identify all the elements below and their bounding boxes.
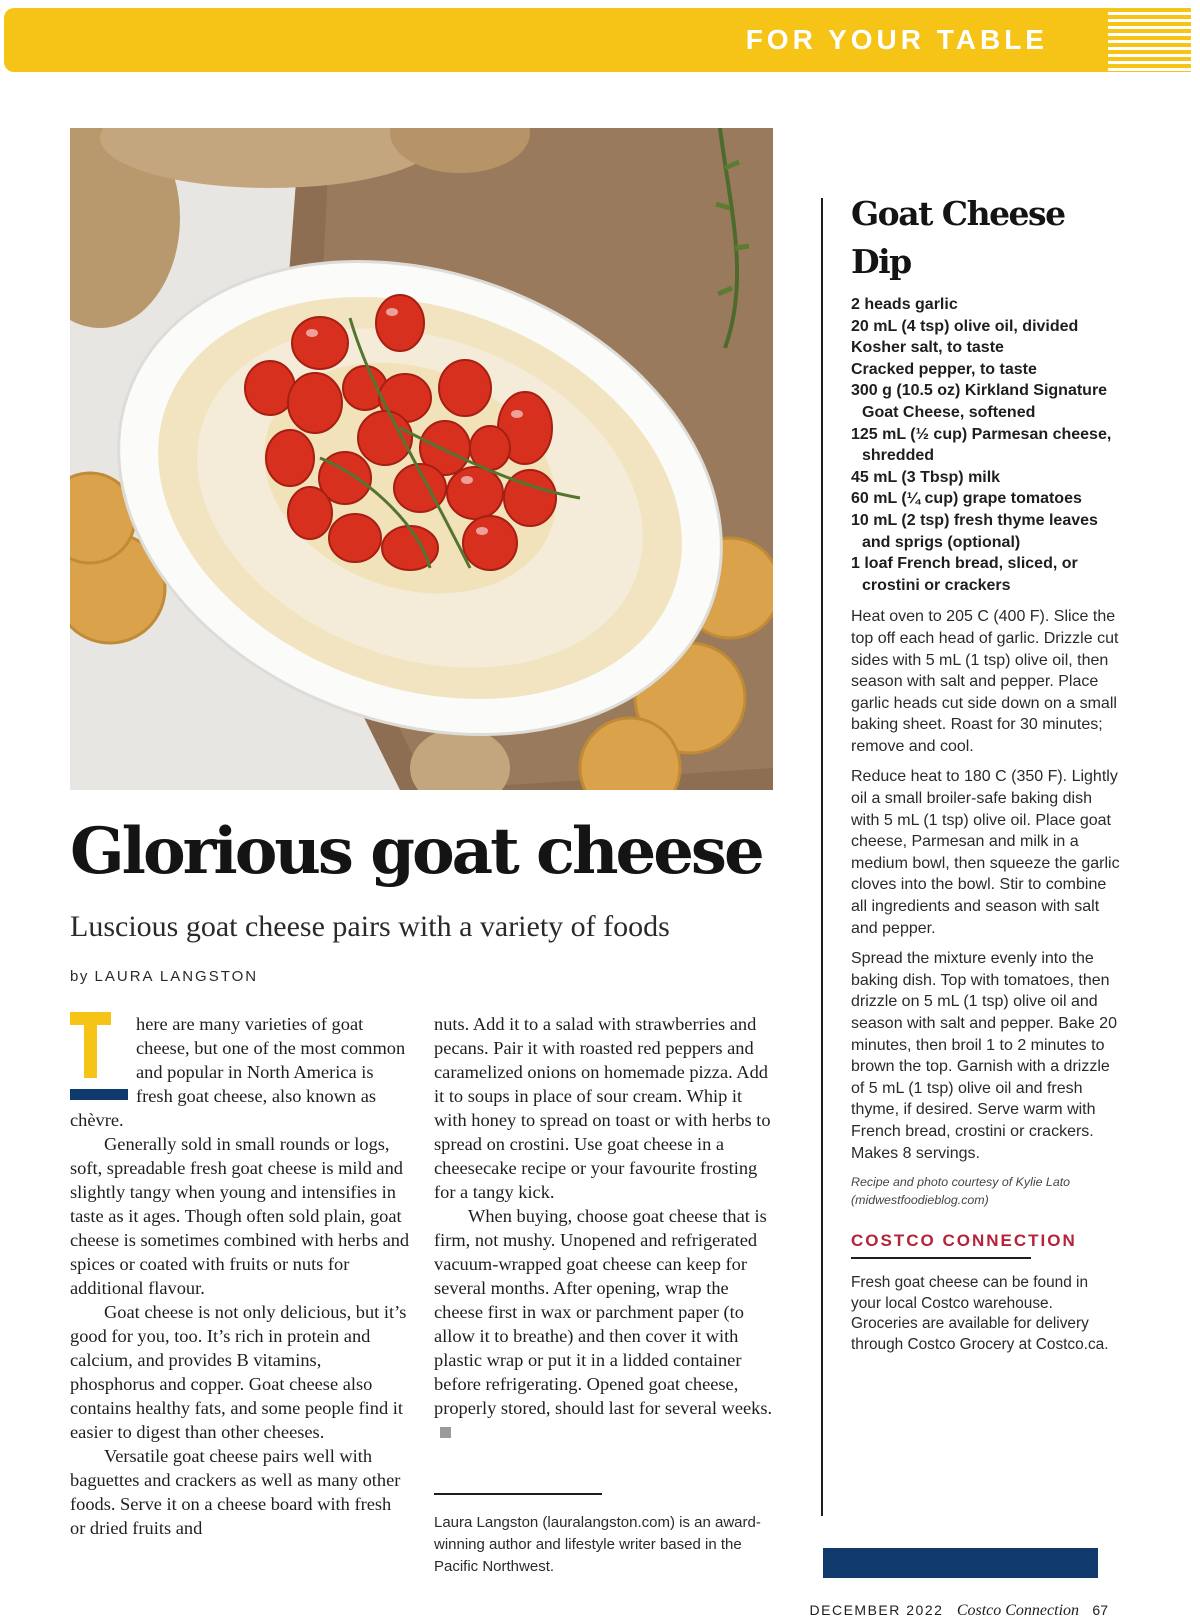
article-paragraph: nuts. Add it to a salad with strawberries and pecans. Pair it with roasted red peppers and caramelized onions on homemade pizza. Add it to soups in place of sour cream. Whip it with honey to spread on toast or with herbs to spread on crostini. Use goat cheese in a cheesecake recipe or your favourite frosting for a tangy kick.	[434, 1014, 771, 1202]
page-number: 67	[1092, 1602, 1108, 1618]
article-paragraph: here are many varieties of goat cheese, but one of the most common and popular in North America is fresh goat cheese, also known as chèvre.	[70, 1014, 406, 1130]
ingredient-item: 125 mL (½ cup) Parmesan cheese, shredded	[851, 425, 1112, 465]
ingredient-item: 10 mL (2 tsp) fresh thyme leaves and sprigs (optional)	[851, 511, 1098, 551]
costco-connection-heading: COSTCO CONNECTION	[851, 1231, 1077, 1251]
ingredient-item: 2 heads garlic	[851, 296, 958, 313]
page-footer	[810, 1602, 1108, 1620]
recipe-credit: Recipe and photo courtesy of Kylie Lato (midwestfoodieblog.com)	[851, 1175, 1071, 1208]
article-paragraph: Generally sold in small rounds or logs, soft, spreadable fresh goat cheese is mild and slightly tangy when young and intensifies in taste as it ages. Though often sold plain, goat cheese is sometimes combined with herbs and spices or coated with fruits or nuts for additional flavour.	[70, 1134, 410, 1298]
article-paragraph: Versatile goat cheese pairs well with baguettes and crackers as well as many other foods. Serve it on a cheese board with fresh or dried fruits and	[70, 1446, 401, 1538]
byline-author: LAURA LANGSTON	[94, 968, 259, 985]
costco-connection-rule	[851, 1257, 1031, 1259]
recipe-sidebar	[851, 190, 1121, 1356]
author-bio: Laura Langston (lauralangston.com) is an award-winning author and lifestyle writer based in the Pacific Northwest.	[434, 1514, 761, 1575]
article-paragraph-text: When buying, choose goat cheese that is firm, not mushy. Unopened and refrigerated vacuum-wrapped goat cheese can keep for several months. After opening, wrap the cheese first in wax or parchment paper (to allow it to breathe) and then cover it with plastic wrap or put it in a lidded container before refrigerating. Opened goat cheese, properly stored, should last for several weeks.	[434, 1206, 773, 1418]
costco-connection-text: Fresh goat cheese can be found in your local Costco warehouse. Groceries are available for delivery through Costco Grocery at Costco.ca.	[851, 1274, 1109, 1353]
ingredient-item: Kosher salt, to taste	[851, 339, 1004, 357]
recipe-step: Heat oven to 205 C (400 F). Slice the top off each head of garlic. Drizzle cut sides with 5 mL (1 tsp) olive oil, then season with salt and pepper. Place garlic heads cut side down on a small baking sheet. Roast for 30 minutes; remove and cool.	[851, 608, 1119, 755]
recipe-step: Reduce heat to 180 C (350 F). Lightly oil a small broiler-safe baking dish with 5 mL (1 tsp) olive oil. Place goat cheese, Parmesan and milk in a medium bowl, then squeeze the garlic cloves into the bowl. Stir to combine all ingredients and season with salt and pepper.	[851, 768, 1120, 937]
issue-date: DECEMBER 2022	[809, 1602, 944, 1618]
article-headline: Glorious goat cheese	[70, 814, 762, 889]
article-deck: Luscious goat cheese pairs with a variety of foods	[70, 910, 670, 943]
recipe-method	[851, 606, 1121, 1164]
ingredient-item: 60 mL (¼ cup) grape tomatoes	[851, 490, 1082, 508]
ingredient-item: 20 mL (4 tsp) olive oil, divided	[851, 317, 1079, 335]
end-of-article-mark	[440, 1427, 451, 1438]
photo-illustration	[70, 128, 773, 790]
header-stripes-decoration	[1108, 8, 1191, 72]
byline-prefix: by	[70, 968, 89, 985]
article-paragraph: Goat cheese is not only delicious, but it’s good for you, too. It’s rich in protein and calcium, and provides B vitamins, phosphorus and copper. Goat cheese also contains healthy fats, and some people find it easier to digest than other cheeses.	[70, 1302, 407, 1442]
recipe-step: Spread the mixture evenly into the baking dish. Top with tomatoes, then drizzle on 5 mL (1 tsp) olive oil and season with salt and pepper. Bake 20 minutes, then broil 1 to 2 minutes to brown the top. Garnish with a drizzle of 5 mL (1 tsp) olive oil and fresh thyme, if desired. Serve warm with French bread, crostini or crackers. Makes 8 servings.	[851, 950, 1117, 1162]
ingredient-item: 300 g (10.5 oz) Kirkland Signature Goat Cheese, softened	[851, 382, 1108, 421]
magazine-name: Costco Connection	[956, 1602, 1080, 1619]
bio-divider	[434, 1493, 602, 1495]
recipe-column-rule	[821, 198, 823, 1516]
article-column-left	[70, 1012, 410, 1540]
navy-accent-band	[823, 1548, 1098, 1578]
ingredient-item: Cracked pepper, to taste	[851, 360, 1037, 378]
ingredient-item: 45 mL (3 Tbsp) milk	[851, 468, 1001, 486]
recipe-title: Goat Cheese Dip	[851, 194, 1065, 281]
ingredient-list	[851, 294, 1121, 596]
section-label: FOR YOUR TABLE	[745, 24, 1048, 55]
drop-cap-navy-bar	[70, 1089, 128, 1100]
drop-cap-letter-t	[70, 1012, 111, 1078]
article-column-middle	[434, 1012, 774, 1444]
article-paragraph	[434, 1204, 774, 1444]
byline	[70, 968, 258, 985]
drop-cap	[70, 1012, 136, 1108]
goat-cheese-dip-photo	[70, 128, 773, 790]
ingredient-item: 1 loaf French bread, sliced, or crostini or crackers	[851, 555, 1078, 594]
